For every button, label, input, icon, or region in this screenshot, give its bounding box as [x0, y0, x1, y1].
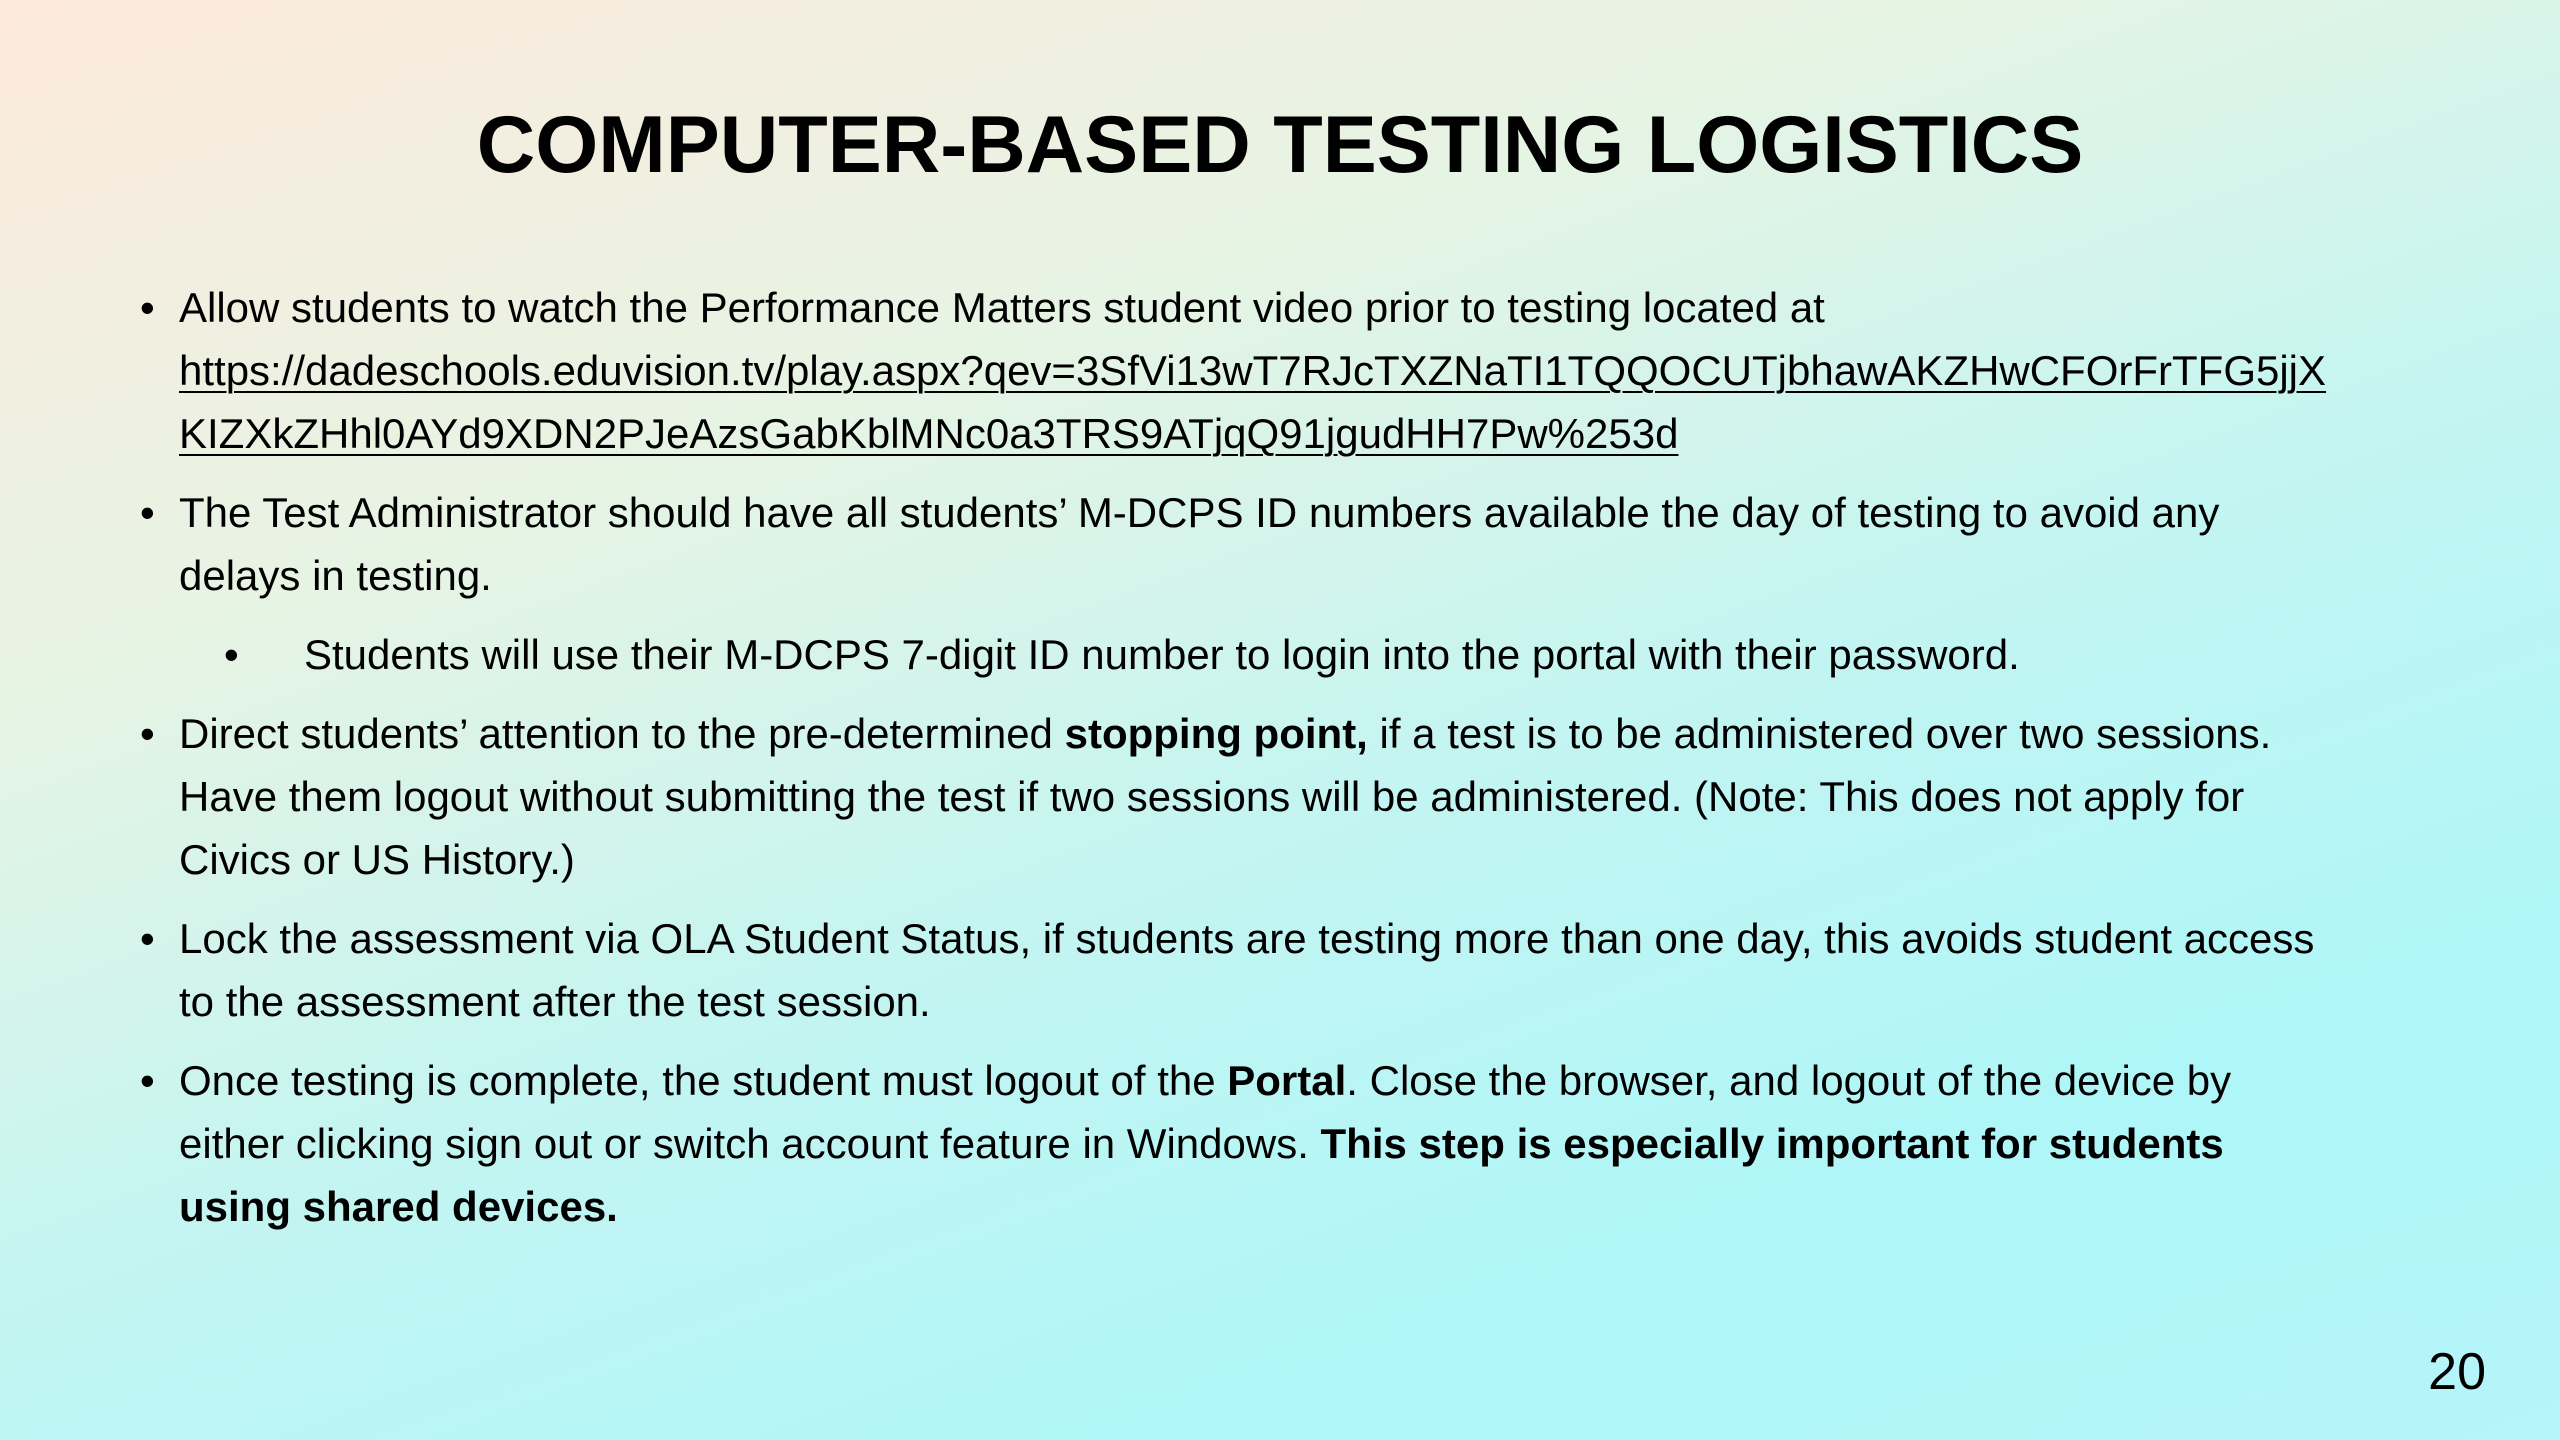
bullet-text: if a test is to be administered over two sessions. Have them logout without submitting the test if two sessions will be administered. (Note: This does not apply for Civics or US History.): [179, 710, 2272, 883]
bullet-text: Direct students’ attention to the pre-determined: [179, 710, 1065, 757]
video-link[interactable]: https://dadeschools.eduvision.tv/play.aspx?qev=3SfVi13wT7RJcTXZNaTI1TQQOCUTjbhawAKZHwCFOrFrTFG5jjXKIZXkZHhl0AYd9XDN2PJeAzsGabKblMNc0a3TRS9ATjqQ91jgudHH7Pw%253d: [179, 347, 2327, 457]
bullet-text-bold: This step is especially important for students using shared devices.: [179, 1120, 2224, 1230]
bullet-icon: •: [140, 489, 155, 536]
bullet-text-bold: stopping point,: [1064, 710, 1368, 757]
bullet-icon: •: [140, 1057, 155, 1104]
bullet-item-video: [140, 276, 2340, 465]
bullet-text: Allow students to watch the Performance Matters student video prior to testing located at: [179, 284, 1825, 331]
bullet-item-id-numbers: [140, 481, 2340, 607]
bullet-item-stopping-point: [140, 702, 2340, 891]
bullet-text: Lock the assessment via OLA Student Status, if students are testing more than one day, this avoids student access to the assessment after the test session.: [179, 915, 2315, 1025]
bullet-icon: •: [224, 631, 239, 678]
bullet-text: The Test Administrator should have all students’ M-DCPS ID numbers available the day of testing to avoid any delays in testing.: [179, 489, 2220, 599]
bullet-text: Once testing is complete, the student must logout of the: [179, 1057, 1228, 1104]
bullet-text: . Close the browser, and logout of the device by either clicking sign out or switch account feature in Windows.: [179, 1057, 2232, 1167]
bullet-icon: •: [140, 710, 155, 757]
bullet-text-bold: Portal: [1227, 1057, 1347, 1104]
slide-title: COMPUTER-BASED TESTING LOGISTICS: [476, 100, 2084, 190]
bullet-icon: •: [140, 915, 155, 962]
bullet-list: [140, 276, 2340, 1254]
page-number: 20: [2428, 1343, 2486, 1401]
sub-bullet-item-login: [140, 623, 2340, 686]
bullet-text: Students will use their M-DCPS 7-digit ID number to login into the portal with their password.: [304, 631, 2020, 678]
bullet-item-lock-assessment: [140, 907, 2340, 1033]
bullet-item-logout: [140, 1049, 2340, 1238]
bullet-icon: •: [140, 284, 155, 331]
